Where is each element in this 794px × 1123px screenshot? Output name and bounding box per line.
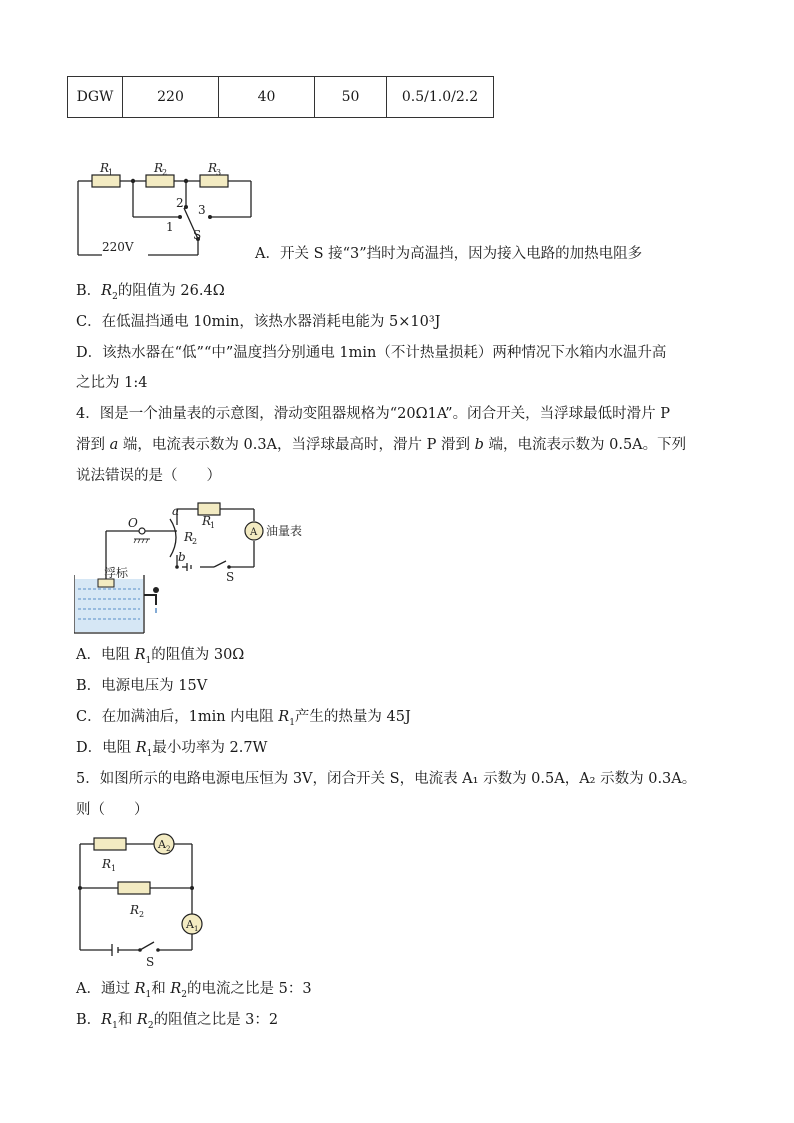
label-pivot-o: O	[128, 516, 138, 530]
question-4-stem-line3: 说法错误的是（ ）	[76, 468, 221, 484]
parallel-circuit-diagram	[74, 830, 214, 970]
option-3a: A．开关 S 接“3”挡时为高温挡，因为接入电路的加热电阻多	[255, 246, 643, 262]
option-4d: D．电阻 $R_1$最小功率为 2.7W	[76, 740, 268, 759]
oil-gauge-diagram	[74, 495, 344, 635]
label-r3: R	[208, 161, 218, 175]
svg-text:2: 2	[166, 845, 171, 853]
table-row	[68, 77, 494, 118]
question-4-stem-line1: 4．图是一个油量表的示意图，滑动变阻器规格为“20Ω1A”。闭合开关，当浮球最低时滑片 P	[76, 406, 670, 422]
resistor-r2	[118, 882, 150, 894]
faucet-icon	[144, 587, 159, 613]
question-5-stem-line2: 则（ ）	[76, 802, 149, 818]
svg-text:1: 1	[210, 521, 216, 530]
label-oil-gauge: 油量表	[266, 524, 303, 538]
svg-text:2: 2	[192, 537, 198, 546]
table-cell: DGW	[68, 77, 123, 118]
question-5-stem-line1: 5．如图所示的电路电源电压恒为 3V，闭合开关 S，电流表 A₁ 示数为 0.5A，A₂ 示数为 0.3A。	[76, 771, 697, 787]
option-4c: C．在加满油后，1min 内电阻 $R_1$产生的热量为 45J	[76, 709, 411, 728]
table-cell: 40	[219, 77, 315, 118]
svg-text:3: 3	[216, 168, 222, 177]
label-a1: A	[186, 918, 194, 931]
svg-text:2: 2	[162, 168, 168, 177]
label-switch: S	[226, 570, 235, 584]
label-float: 浮标	[104, 566, 129, 580]
label-end-a: a	[172, 504, 180, 518]
label-voltage: 220V	[102, 240, 134, 254]
label-r1: R	[102, 857, 112, 871]
label-terminal-2: 2	[176, 196, 184, 210]
table-cell: 220	[123, 77, 219, 118]
label-r2: R	[184, 530, 194, 544]
spec-table	[67, 76, 494, 118]
resistor-r1	[92, 175, 120, 187]
label-switch: S	[193, 228, 202, 242]
label-r2: R	[154, 161, 164, 175]
label-terminal-1: 1	[166, 220, 174, 234]
question-4-stem-line2: 滑到 a 端，电流表示数为 0.3A，当浮球最高时，滑片 P 滑到 b 端，电流表示数为 0.5A。下列	[76, 437, 687, 453]
option-3d-line2: 之比为 1:4	[76, 375, 148, 391]
svg-text:1: 1	[111, 864, 117, 873]
option-4a: A．电阻 $R_1$的阻值为 30Ω	[76, 647, 245, 666]
resistor-r3	[200, 175, 228, 187]
svg-text:2: 2	[139, 910, 145, 919]
heater-circuit-diagram	[70, 155, 260, 265]
option-3c: C．在低温挡通电 10min，该热水器消耗电能为 5×10³J	[76, 314, 441, 330]
label-terminal-3: 3	[198, 203, 206, 217]
table-cell: 0.5/1.0/2.2	[387, 77, 494, 118]
svg-text:1: 1	[194, 925, 199, 933]
label-r1: R	[202, 514, 212, 528]
option-5b: B．$R_1$和 $R_2$的阻值之比是 3：2	[76, 1012, 279, 1031]
resistor-r1	[94, 838, 126, 850]
label-r2: R	[130, 903, 140, 917]
table-cell: 50	[315, 77, 387, 118]
svg-text:1: 1	[108, 168, 114, 177]
ammeter-symbol: A	[250, 527, 258, 538]
option-3d-line1: D．该热水器在“低”“中”温度挡分别通电 1min（不计热量损耗）两种情况下水箱内水温升高	[76, 345, 667, 361]
option-5a: A．通过 $R_1$和 $R_2$的电流之比是 5：3	[76, 981, 312, 1000]
label-r1: R	[100, 161, 110, 175]
float-ball	[98, 579, 114, 587]
label-end-b: b	[178, 550, 186, 564]
label-switch: S	[146, 955, 155, 969]
option-4b: B．电源电压为 15V	[76, 678, 208, 694]
resistor-r2	[146, 175, 174, 187]
option-3b: B．$R_2$的阻值为 26.4Ω	[76, 283, 225, 302]
label-a2: A	[158, 838, 166, 851]
